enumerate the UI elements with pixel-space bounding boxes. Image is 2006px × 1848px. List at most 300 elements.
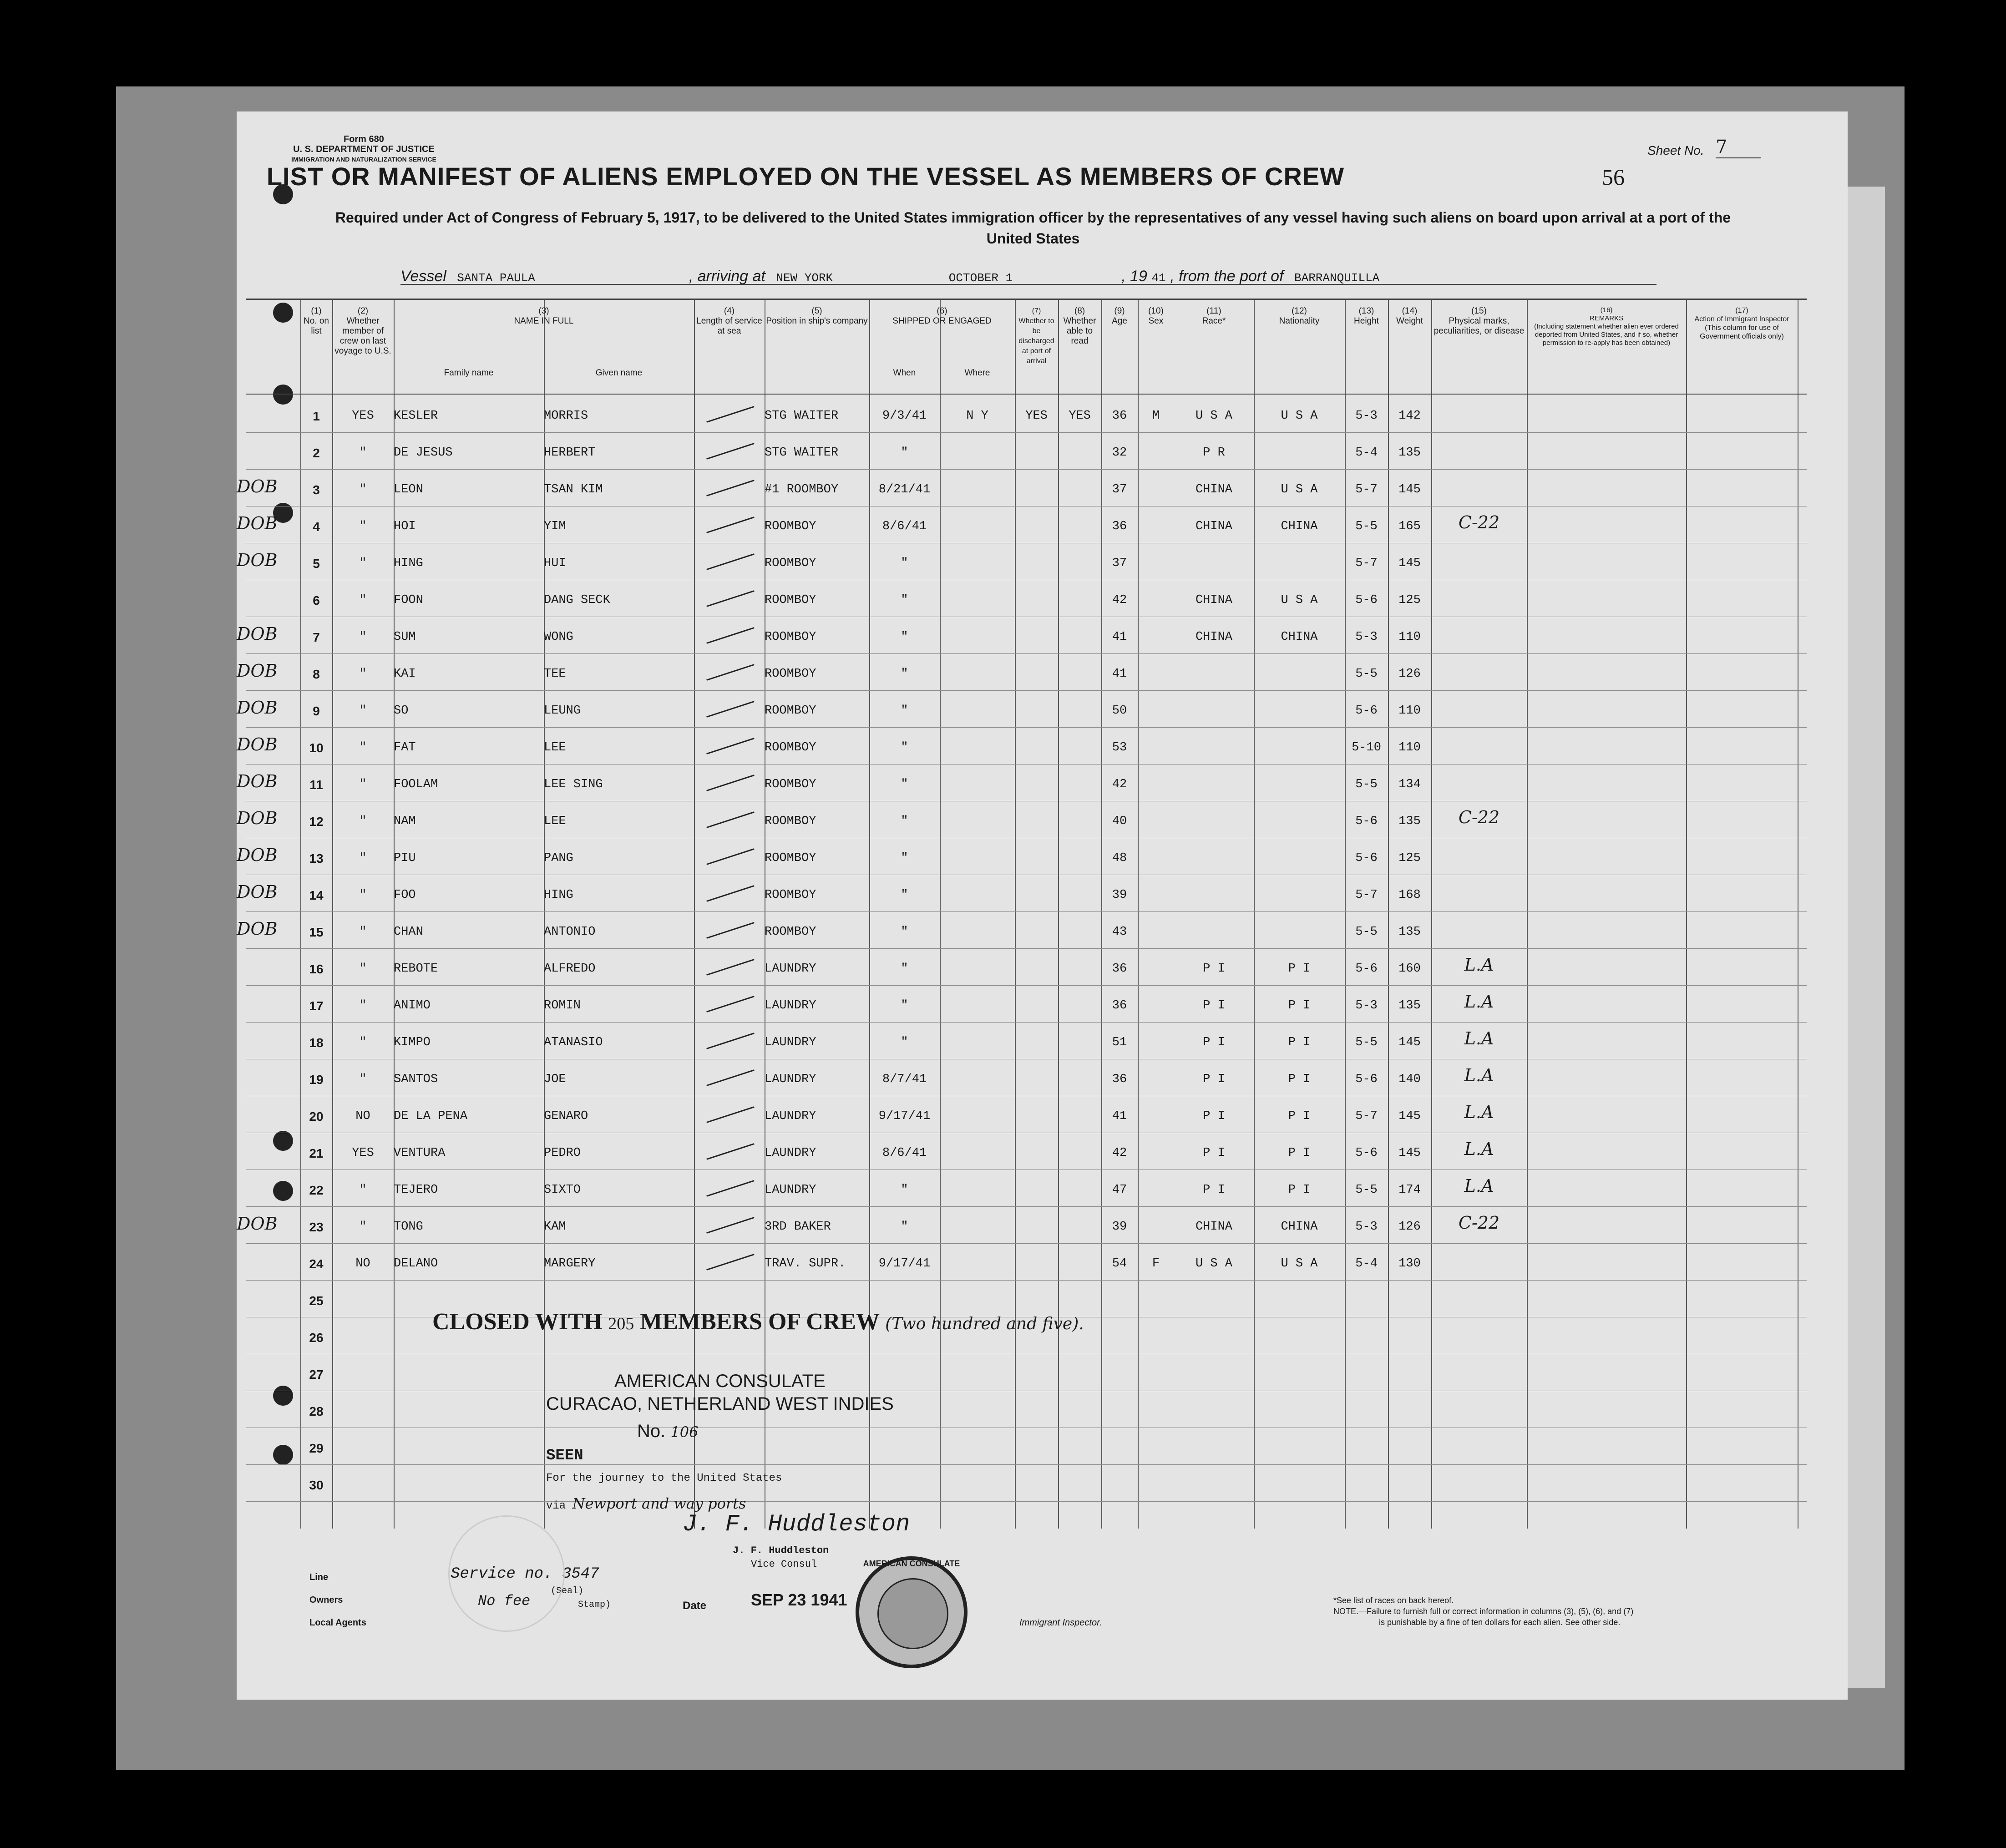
service-tick-mark bbox=[706, 885, 755, 902]
cell-last-voyage: " bbox=[359, 741, 367, 754]
cell-height: 5-6 bbox=[1355, 1073, 1378, 1086]
arriving-label: , arriving at bbox=[689, 268, 765, 285]
cell-race: P I bbox=[1203, 999, 1225, 1013]
seal-label: (Seal) bbox=[551, 1586, 584, 1596]
owners-label: Owners bbox=[309, 1595, 343, 1605]
cell-shipped-when: 8/21/41 bbox=[878, 483, 931, 496]
cell-family-name: CHAN bbox=[394, 925, 423, 939]
cell-physical-remark: C-22 bbox=[1458, 807, 1500, 827]
cell-weight: 145 bbox=[1398, 557, 1421, 570]
cell-age: 47 bbox=[1112, 1183, 1127, 1197]
service-tick-mark bbox=[706, 516, 755, 533]
seen-label: SEEN bbox=[546, 1447, 583, 1464]
cell-row-number: 30 bbox=[309, 1478, 324, 1492]
cell-age: 36 bbox=[1112, 999, 1127, 1013]
cell-shipped-when: " bbox=[901, 630, 908, 644]
service-name: IMMIGRATION AND NATURALIZATION SERVICE bbox=[291, 156, 436, 163]
cell-height: 5-4 bbox=[1355, 446, 1378, 460]
service-tick-mark bbox=[706, 996, 755, 1013]
consulate-no-value: 106 bbox=[670, 1423, 699, 1441]
cell-height: 5-7 bbox=[1355, 1109, 1378, 1123]
header-age: (9) Age bbox=[1112, 306, 1127, 326]
cell-height: 5-5 bbox=[1355, 667, 1378, 681]
table-row bbox=[237, 838, 1807, 875]
cell-row-number: 13 bbox=[309, 851, 324, 866]
service-tick-mark bbox=[706, 959, 755, 976]
cell-given-name: ALFREDO bbox=[544, 962, 596, 976]
cell-physical-remark: C-22 bbox=[1458, 1213, 1500, 1233]
cell-position: ROOMBOY bbox=[765, 888, 816, 902]
cell-given-name: ATANASIO bbox=[544, 1036, 603, 1049]
cell-nationality: U S A bbox=[1281, 409, 1318, 423]
cell-weight: 134 bbox=[1398, 778, 1421, 791]
cell-last-voyage: NO bbox=[355, 1257, 370, 1271]
cell-nationality: U S A bbox=[1281, 593, 1318, 607]
cell-age: 51 bbox=[1112, 1036, 1127, 1049]
local-agents-label: Local Agents bbox=[309, 1618, 366, 1628]
service-tick-mark bbox=[706, 848, 755, 865]
form-number: Form 680 bbox=[343, 134, 384, 144]
table-row bbox=[246, 432, 1807, 470]
cell-family-name: FOOLAM bbox=[394, 778, 438, 791]
cell-given-name: HERBERT bbox=[544, 446, 596, 460]
cell-nationality: U S A bbox=[1281, 1257, 1318, 1271]
service-tick-mark bbox=[706, 590, 755, 607]
cell-race: P I bbox=[1203, 1109, 1225, 1123]
cell-family-name: FOON bbox=[394, 593, 423, 607]
date-label: Date bbox=[683, 1600, 707, 1612]
service-tick-mark bbox=[706, 1069, 755, 1086]
signer-title: Vice Consul bbox=[751, 1559, 817, 1570]
cell-position: TRAV. SUPR. bbox=[765, 1257, 846, 1271]
cell-margin-note: DOB bbox=[237, 919, 278, 939]
cell-last-voyage: YES bbox=[352, 1146, 374, 1160]
cell-shipped-when: " bbox=[901, 815, 908, 828]
table-row bbox=[237, 469, 1807, 506]
table-row bbox=[246, 1133, 1807, 1170]
cell-given-name: HUI bbox=[544, 557, 566, 570]
cell-position: #1 ROOMBOY bbox=[765, 483, 839, 496]
cell-position: LAUNDRY bbox=[765, 1109, 816, 1123]
cell-weight: 130 bbox=[1398, 1257, 1421, 1271]
cell-margin-note: DOB bbox=[237, 513, 278, 533]
cell-race: P I bbox=[1203, 1183, 1225, 1197]
header-when: When bbox=[893, 368, 916, 378]
cell-race: U S A bbox=[1195, 1257, 1232, 1271]
cell-margin-note: DOB bbox=[237, 550, 278, 570]
sheet-label: Sheet No. bbox=[1647, 143, 1704, 157]
cell-position: LAUNDRY bbox=[765, 1073, 816, 1086]
cell-height: 5-7 bbox=[1355, 483, 1378, 496]
closing-statement bbox=[432, 1308, 1084, 1335]
cell-height: 5-3 bbox=[1355, 999, 1378, 1013]
cell-shipped-when: " bbox=[901, 1220, 908, 1234]
cell-margin-note: DOB bbox=[237, 624, 278, 644]
table-row bbox=[246, 1022, 1807, 1059]
table-row bbox=[246, 1428, 1807, 1465]
header-shipped: (6) SHIPPED OR ENGAGED bbox=[892, 306, 992, 326]
cell-shipped-when: 9/17/41 bbox=[878, 1109, 931, 1123]
cell-row-number: 15 bbox=[309, 925, 324, 939]
cell-nationality: P I bbox=[1288, 1183, 1311, 1197]
cell-height: 5-5 bbox=[1355, 520, 1378, 533]
closed-count: 205 bbox=[608, 1314, 634, 1333]
cell-position: STG WAITER bbox=[765, 446, 839, 460]
table-row bbox=[237, 801, 1807, 838]
cell-physical-remark: L.A bbox=[1464, 1028, 1494, 1048]
cell-race: P I bbox=[1203, 1146, 1225, 1160]
cell-position: ROOMBOY bbox=[765, 741, 816, 754]
cell-position: ROOMBOY bbox=[765, 851, 816, 865]
consulate-number bbox=[546, 1420, 894, 1443]
cell-given-name: PANG bbox=[544, 851, 573, 865]
cell-shipped-when: " bbox=[901, 446, 908, 460]
cell-last-voyage: " bbox=[359, 667, 367, 681]
service-tick-mark bbox=[706, 664, 755, 681]
cell-nationality: P I bbox=[1288, 1073, 1311, 1086]
header-inspector-action: (17) Action of Immigrant Inspector (This column for use of Government officials only) bbox=[1694, 307, 1789, 340]
seal-text: AMERICAN CONSULATE bbox=[863, 1559, 960, 1568]
table-row bbox=[237, 543, 1807, 580]
cell-race: CHINA bbox=[1195, 593, 1232, 607]
cell-shipped-when: " bbox=[901, 851, 908, 865]
header-given-name: Given name bbox=[595, 368, 643, 378]
cell-shipped-when: 9/3/41 bbox=[882, 409, 927, 423]
footnote-races: *See list of races on back hereof. bbox=[1333, 1596, 1454, 1605]
cell-weight: 110 bbox=[1398, 704, 1421, 718]
cell-margin-note: DOB bbox=[237, 1214, 278, 1234]
cell-height: 5-6 bbox=[1355, 851, 1378, 865]
cell-race: P I bbox=[1203, 962, 1225, 976]
cell-weight: 110 bbox=[1398, 741, 1421, 754]
page-number: 56 bbox=[1602, 164, 1625, 190]
cell-shipped-when: 8/7/41 bbox=[882, 1073, 927, 1086]
cell-nationality: P I bbox=[1288, 1036, 1311, 1049]
cell-shipped-when: 9/17/41 bbox=[878, 1257, 931, 1271]
cell-position: ROOMBOY bbox=[765, 557, 816, 570]
cell-weight: 145 bbox=[1398, 483, 1421, 496]
cell-given-name: DANG SECK bbox=[544, 593, 610, 607]
cell-family-name: FAT bbox=[394, 741, 416, 754]
cell-position: LAUNDRY bbox=[765, 999, 816, 1013]
cell-family-name: DE LA PENA bbox=[394, 1109, 468, 1123]
service-tick-mark bbox=[706, 1033, 755, 1049]
cell-position: LAUNDRY bbox=[765, 1146, 816, 1160]
arrival-date: OCTOBER 1 bbox=[948, 271, 1013, 285]
cell-row-number: 18 bbox=[309, 1036, 324, 1050]
cell-family-name: DELANO bbox=[394, 1257, 438, 1271]
cell-given-name: HING bbox=[544, 888, 573, 902]
footnote bbox=[1333, 1595, 1633, 1628]
cell-family-name: KESLER bbox=[394, 409, 438, 423]
cell-margin-note: DOB bbox=[237, 476, 278, 496]
cell-age: 41 bbox=[1112, 1109, 1127, 1123]
service-tick-mark bbox=[706, 1180, 755, 1197]
cell-last-voyage: " bbox=[359, 593, 367, 607]
cell-shipped-when: 8/6/41 bbox=[882, 1146, 927, 1160]
cell-height: 5-3 bbox=[1355, 1220, 1378, 1234]
from-port-label: , from the port of bbox=[1170, 268, 1284, 285]
cell-given-name: LEE SING bbox=[544, 778, 603, 791]
cell-given-name: LEUNG bbox=[544, 704, 581, 718]
cell-row-number: 12 bbox=[309, 815, 324, 829]
cell-weight: 135 bbox=[1398, 446, 1421, 460]
cell-weight: 145 bbox=[1398, 1146, 1421, 1160]
service-tick-mark bbox=[706, 738, 755, 754]
header-able-read: (8) Whether able to read bbox=[1063, 306, 1096, 346]
table-row bbox=[237, 764, 1807, 801]
header-family-name: Family name bbox=[444, 368, 494, 378]
cell-family-name: TEJERO bbox=[394, 1183, 438, 1197]
cell-row-number: 6 bbox=[313, 593, 320, 608]
cell-given-name: GENARO bbox=[544, 1109, 588, 1123]
cell-height: 5-7 bbox=[1355, 888, 1378, 902]
cell-age: 36 bbox=[1112, 520, 1127, 533]
cell-last-voyage: " bbox=[359, 925, 367, 939]
cell-family-name: FOO bbox=[394, 888, 416, 902]
consulate-line2: CURACAO, NETHERLAND WEST INDIES bbox=[546, 1394, 894, 1414]
table-row bbox=[246, 1391, 1807, 1428]
consulate-stamp bbox=[546, 1370, 894, 1443]
cell-weight: 142 bbox=[1398, 409, 1421, 423]
service-tick-mark bbox=[706, 406, 755, 423]
cell-weight: 160 bbox=[1398, 962, 1421, 976]
cell-family-name: REBOTE bbox=[394, 962, 438, 976]
cell-age: 54 bbox=[1112, 1257, 1127, 1271]
cell-row-number: 10 bbox=[309, 741, 324, 755]
cell-last-voyage: " bbox=[359, 778, 367, 791]
cell-height: 5-3 bbox=[1355, 409, 1378, 423]
table-row bbox=[237, 617, 1807, 654]
via-label: via bbox=[546, 1500, 566, 1512]
cell-given-name: LEE bbox=[544, 741, 566, 754]
cell-row-number: 22 bbox=[309, 1183, 324, 1197]
cell-family-name: VENTURA bbox=[394, 1146, 446, 1160]
cell-last-voyage: " bbox=[359, 999, 367, 1013]
table-row bbox=[237, 875, 1807, 912]
cell-race: CHINA bbox=[1195, 1220, 1232, 1234]
cell-family-name: NAM bbox=[394, 815, 416, 828]
crew-table bbox=[237, 299, 1807, 1529]
cell-weight: 110 bbox=[1398, 630, 1421, 644]
cell-row-number: 24 bbox=[309, 1257, 324, 1271]
cell-given-name: LEE bbox=[544, 815, 566, 828]
header-remarks: (16) REMARKS (Including statement whether alien ever ordered deported from United States, and if so, whether permission to re-apply has been obtained) bbox=[1534, 306, 1679, 347]
table-row bbox=[246, 580, 1807, 617]
cell-position: ROOMBOY bbox=[765, 704, 816, 718]
cell-margin-note: DOB bbox=[237, 734, 278, 754]
cell-nationality: P I bbox=[1288, 1109, 1311, 1123]
header-last-voyage: (2) Whether member of crew on last voyage to U.S. bbox=[334, 306, 391, 356]
cell-row-number: 3 bbox=[313, 483, 320, 497]
cell-shipped-when: " bbox=[901, 962, 908, 976]
cell-race: P R bbox=[1203, 446, 1225, 460]
cell-position: ROOMBOY bbox=[765, 520, 816, 533]
cell-family-name: TONG bbox=[394, 1220, 423, 1234]
cell-physical-remark: L.A bbox=[1464, 992, 1494, 1012]
cell-family-name: SO bbox=[394, 704, 409, 718]
via-line bbox=[546, 1495, 746, 1512]
cell-height: 5-6 bbox=[1355, 815, 1378, 828]
cell-last-voyage: " bbox=[359, 1183, 367, 1197]
header-weight: (14) Weight bbox=[1396, 306, 1423, 326]
cell-age: 40 bbox=[1112, 815, 1127, 828]
table-row bbox=[246, 1059, 1807, 1096]
cell-sex: F bbox=[1152, 1257, 1160, 1271]
header-discharged: (7) Whether to be discharged at port of arrival bbox=[1018, 307, 1054, 365]
header-name: (3) NAME IN FULL bbox=[514, 306, 574, 326]
cell-row-number: 17 bbox=[309, 999, 324, 1013]
closed-prefix: CLOSED WITH bbox=[432, 1309, 603, 1335]
cell-position: ROOMBOY bbox=[765, 815, 816, 828]
cell-family-name: LEON bbox=[394, 483, 423, 496]
cell-weight: 145 bbox=[1398, 1036, 1421, 1049]
header-nationality: (12) Nationality bbox=[1279, 306, 1320, 326]
cell-row-number: 4 bbox=[313, 520, 320, 534]
cell-last-voyage: " bbox=[359, 1073, 367, 1086]
cell-height: 5-6 bbox=[1355, 1146, 1378, 1160]
service-number: Service no. 3547 bbox=[451, 1565, 599, 1583]
cell-given-name: YIM bbox=[544, 520, 566, 533]
cell-margin-note: DOB bbox=[237, 808, 278, 828]
cell-position: ROOMBOY bbox=[765, 778, 816, 791]
header-position: (5) Position in ship's company bbox=[766, 306, 868, 326]
service-tick-mark bbox=[706, 1143, 755, 1160]
cell-family-name: PIU bbox=[394, 851, 416, 865]
table-row bbox=[246, 1096, 1807, 1133]
cell-row-number: 20 bbox=[309, 1109, 324, 1124]
cell-last-voyage: NO bbox=[355, 1109, 370, 1123]
cell-nationality: P I bbox=[1288, 999, 1311, 1013]
table-row bbox=[237, 911, 1807, 949]
header-height: (13) Height bbox=[1354, 306, 1379, 326]
header-no-on-list: (1) No. on list bbox=[304, 306, 329, 336]
vessel-label: Vessel bbox=[400, 268, 446, 285]
cell-row-number: 8 bbox=[313, 667, 320, 681]
journey-label: For the journey to the United States bbox=[546, 1472, 782, 1484]
cell-height: 5-5 bbox=[1355, 1036, 1378, 1049]
cell-age: 36 bbox=[1112, 962, 1127, 976]
consulate-line1: AMERICAN CONSULATE bbox=[614, 1371, 826, 1391]
cell-weight: 135 bbox=[1398, 815, 1421, 828]
cell-height: 5-6 bbox=[1355, 962, 1378, 976]
cell-given-name: ROMIN bbox=[544, 999, 581, 1013]
cell-discharged: YES bbox=[1025, 409, 1048, 423]
cell-row-number: 21 bbox=[309, 1146, 324, 1160]
cell-row-number: 11 bbox=[309, 778, 323, 792]
cell-position: LAUNDRY bbox=[765, 962, 816, 976]
footnote-penalty: NOTE.—Failure to furnish full or correct information in columns (3), (5), (6), and (7) bbox=[1333, 1607, 1634, 1616]
cell-margin-note: DOB bbox=[237, 661, 278, 681]
consulate-seal bbox=[856, 1556, 968, 1668]
cell-physical-remark: C-22 bbox=[1458, 512, 1500, 532]
cell-age: 42 bbox=[1112, 1146, 1127, 1160]
service-tick-mark bbox=[706, 627, 755, 644]
cell-height: 5-5 bbox=[1355, 1183, 1378, 1197]
departure-port: BARRANQUILLA bbox=[1294, 271, 1380, 285]
table-row bbox=[237, 690, 1807, 728]
inspector-label: Immigrant Inspector. bbox=[1019, 1618, 1102, 1628]
cell-last-voyage: " bbox=[359, 815, 367, 828]
cell-last-voyage: " bbox=[359, 1220, 367, 1234]
cell-family-name: KAI bbox=[394, 667, 416, 681]
cell-given-name: MARGERY bbox=[544, 1257, 596, 1271]
service-tick-mark bbox=[706, 1106, 755, 1123]
cell-row-number: 28 bbox=[309, 1404, 324, 1418]
cell-position: STG WAITER bbox=[765, 409, 839, 423]
service-tick-mark bbox=[706, 922, 755, 939]
cell-position: LAUNDRY bbox=[765, 1183, 816, 1197]
cell-given-name: TSAN KIM bbox=[544, 483, 603, 496]
cell-race: CHINA bbox=[1195, 483, 1232, 496]
cell-shipped-when: " bbox=[901, 925, 908, 939]
table-row bbox=[246, 985, 1807, 1023]
cell-height: 5-6 bbox=[1355, 704, 1378, 718]
cell-position: 3RD BAKER bbox=[765, 1220, 831, 1234]
cell-margin-note: DOB bbox=[237, 771, 278, 791]
seal-eagle bbox=[877, 1578, 948, 1649]
cell-given-name: MORRIS bbox=[544, 409, 588, 423]
cell-age: 37 bbox=[1112, 483, 1127, 496]
cell-shipped-when: " bbox=[901, 557, 908, 570]
cell-age: 42 bbox=[1112, 593, 1127, 607]
cell-family-name: DE JESUS bbox=[394, 446, 453, 460]
vessel-name: SANTA PAULA bbox=[457, 271, 535, 285]
table-row bbox=[246, 395, 1807, 433]
cell-age: 37 bbox=[1112, 557, 1127, 570]
cell-physical-remark: L.A bbox=[1464, 1139, 1494, 1159]
cell-weight: 174 bbox=[1398, 1183, 1421, 1197]
cell-weight: 140 bbox=[1398, 1073, 1421, 1086]
cell-row-number: 19 bbox=[309, 1073, 324, 1087]
cell-last-voyage: " bbox=[359, 704, 367, 718]
footnote-penalty-cont: is punishable by a fine of ten dollars for each alien. See other side. bbox=[1379, 1618, 1621, 1627]
cell-age: 36 bbox=[1112, 409, 1127, 423]
cell-row-number: 26 bbox=[309, 1331, 324, 1345]
cell-race: CHINA bbox=[1195, 520, 1232, 533]
table-row bbox=[246, 1170, 1807, 1207]
cell-row-number: 16 bbox=[309, 962, 324, 976]
service-tick-mark bbox=[706, 1254, 755, 1271]
cell-age: 50 bbox=[1112, 704, 1127, 718]
cell-shipped-when: " bbox=[901, 778, 908, 791]
cell-shipped-when: 8/6/41 bbox=[882, 520, 927, 533]
cell-nationality: CHINA bbox=[1281, 630, 1318, 644]
cell-weight: 135 bbox=[1398, 999, 1421, 1013]
stamp-label: Stamp) bbox=[578, 1600, 611, 1610]
page-title: LIST OR MANIFEST OF ALIENS EMPLOYED ON THE VESSEL AS MEMBERS OF CREW bbox=[266, 162, 1345, 191]
cell-given-name: KAM bbox=[544, 1220, 566, 1234]
cell-position: ROOMBOY bbox=[765, 593, 816, 607]
cell-race: U S A bbox=[1195, 409, 1232, 423]
department-name: U. S. DEPARTMENT OF JUSTICE bbox=[293, 144, 435, 154]
cell-family-name: KIMPO bbox=[394, 1036, 431, 1049]
cell-row-number: 9 bbox=[313, 704, 320, 718]
service-tick-mark bbox=[706, 701, 755, 718]
cell-last-voyage: " bbox=[359, 520, 367, 533]
cell-margin-note: DOB bbox=[237, 698, 278, 718]
consul-signature: J. F. Huddleston bbox=[683, 1511, 910, 1538]
cell-shipped-when: " bbox=[901, 888, 908, 902]
cell-able-to-read: YES bbox=[1069, 409, 1091, 423]
cell-given-name: SIXTO bbox=[544, 1183, 581, 1197]
cell-weight: 168 bbox=[1398, 888, 1421, 902]
signer-printed: J. F. Huddleston bbox=[733, 1545, 829, 1556]
cell-age: 39 bbox=[1112, 888, 1127, 902]
cell-position: LAUNDRY bbox=[765, 1036, 816, 1049]
cell-family-name: SANTOS bbox=[394, 1073, 438, 1086]
cell-race: P I bbox=[1203, 1036, 1225, 1049]
